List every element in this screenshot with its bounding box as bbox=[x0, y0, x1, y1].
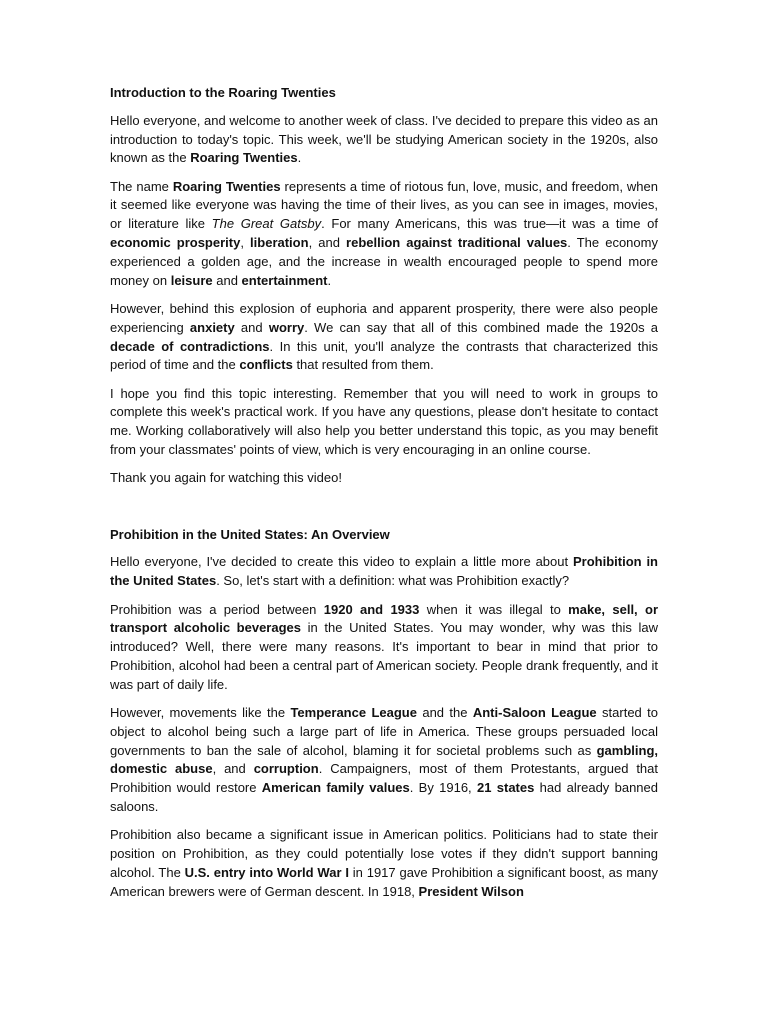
text-run: Prohibition also became a significant issue in American politics. Politicians had to state their position on Prohibition, as they could potentially lose votes if they didn't support banning alcohol. The bbox=[110, 827, 658, 880]
text-run: I hope you find this topic interesting. Remember that you will need to work in groups to complete this week's practical work. If you have any questions, please don't hesitate to contact me. Working collaboratively will also help you better understand this topic, as you may benefit from your classmates' points of view, which is very encouraging in an online course. bbox=[110, 385, 658, 458]
text-run: , and bbox=[308, 235, 347, 251]
text-run: that resulted from them. bbox=[292, 357, 434, 373]
text-run: in the United States. You may wonder, why was this law introduced? Well, there were many reasons. It's important to bear in mind that prior to Prohibition, alcohol had been a central part of American society. People drank frequently, and it was part of daily life. bbox=[110, 620, 658, 692]
text-run: . The economy experienced a golden age, and the increase in wealth encouraged people to spend more money on bbox=[110, 235, 658, 288]
text-run: . By 1916, bbox=[409, 780, 477, 796]
paragraph bbox=[110, 826, 658, 901]
text-run: However, behind this explosion of euphoria and apparent prosperity, there were also people experiencing bbox=[110, 300, 658, 335]
bold-term: make, sell, or transport alcoholic beverages bbox=[110, 601, 658, 636]
bold-term: American family values bbox=[261, 780, 410, 796]
section-heading: Introduction to the Roaring Twenties bbox=[110, 85, 336, 100]
bold-term: 1920 and 1933 bbox=[323, 601, 420, 617]
text-run: . Campaigners, most of them Protestants, argued that Prohibition would restore bbox=[110, 761, 659, 796]
bold-term: Roaring Twenties bbox=[172, 178, 281, 194]
text-run: and the bbox=[416, 705, 473, 721]
bold-term: liberation bbox=[250, 235, 309, 251]
section-prohibition bbox=[110, 526, 658, 902]
bold-term: President Wilson bbox=[418, 883, 524, 899]
text-run: The name bbox=[110, 178, 173, 194]
bold-term: conflicts bbox=[239, 357, 293, 373]
text-run: when it was illegal to bbox=[419, 601, 569, 617]
paragraph bbox=[110, 704, 658, 817]
paragraph bbox=[110, 469, 658, 488]
bold-term: rebellion against traditional values bbox=[346, 235, 568, 251]
text-run: Hello everyone, I've decided to create this video to explain a little more about bbox=[110, 554, 573, 570]
bold-term: gambling, domestic abuse bbox=[110, 742, 658, 777]
bold-term: economic prosperity bbox=[110, 235, 241, 251]
bold-term: anxiety bbox=[189, 319, 235, 335]
paragraph bbox=[110, 385, 658, 460]
paragraph bbox=[110, 601, 658, 695]
paragraph bbox=[110, 178, 658, 291]
text-run: . For many Americans, this was true—it was a time of bbox=[321, 216, 658, 232]
text-run: and bbox=[212, 272, 242, 288]
bold-term: leisure bbox=[170, 272, 213, 288]
text-run: . In this unit, you'll analyze the contrasts that characterized this period of time and the bbox=[110, 338, 658, 373]
bold-term: U.S. entry into World War I bbox=[184, 864, 349, 880]
bold-term: Roaring Twenties bbox=[190, 150, 298, 166]
text-run: . So, let's start with a definition: what was Prohibition exactly? bbox=[216, 573, 570, 589]
text-run: Hello everyone, and welcome to another week of class. I've decided to prepare this video as an introduction to today's topic. This week, we'll be studying American society in the 1920s, also known as the bbox=[110, 112, 658, 166]
section-roaring-twenties bbox=[110, 84, 658, 488]
text-run: Prohibition was a period between bbox=[110, 601, 324, 617]
bold-term: worry bbox=[268, 319, 305, 335]
text-run: , bbox=[240, 235, 251, 251]
bold-term: Temperance League bbox=[290, 705, 417, 721]
text-run: in 1917 gave Prohibition a significant boost, as many American brewers were of German descent. In 1918, bbox=[110, 864, 659, 899]
bold-term: Prohibition in the United States bbox=[110, 554, 658, 589]
bold-term: decade of contradictions bbox=[110, 338, 270, 354]
bold-term: Anti-Saloon League bbox=[472, 705, 597, 721]
bold-term: 21 states bbox=[476, 780, 535, 796]
text-run: started to object to alcohol being such a large part of life in America. These groups persuaded local governments to ban the sale of alcohol, blaming it for societal problems such as bbox=[110, 705, 658, 758]
paragraph bbox=[110, 553, 658, 591]
text-run: had already banned saloons. bbox=[110, 780, 658, 814]
text-run: and bbox=[234, 319, 269, 335]
paragraph bbox=[110, 300, 658, 375]
text-run: . We can say that all of this combined made the 1920s a bbox=[304, 319, 659, 335]
bold-term: corruption bbox=[253, 761, 319, 777]
text-run: , and bbox=[212, 761, 254, 777]
section-heading: Prohibition in the United States: An Overview bbox=[110, 526, 390, 542]
text-run: . bbox=[327, 272, 332, 288]
bold-term: entertainment bbox=[241, 272, 328, 288]
document-page bbox=[110, 84, 658, 911]
text-run: represents a time of riotous fun, love, music, and freedom, when it seemed like everyone was having the time of their lives, as you can see in images, movies, or literature like bbox=[110, 178, 658, 232]
italic-title: The Great Gatsby bbox=[211, 216, 322, 232]
text-run: However, movements like the bbox=[110, 705, 291, 721]
paragraph bbox=[110, 112, 658, 168]
text-run: Thank you again for watching this video! bbox=[110, 470, 342, 486]
text-run: . bbox=[297, 150, 302, 166]
section-spacer bbox=[110, 498, 658, 526]
